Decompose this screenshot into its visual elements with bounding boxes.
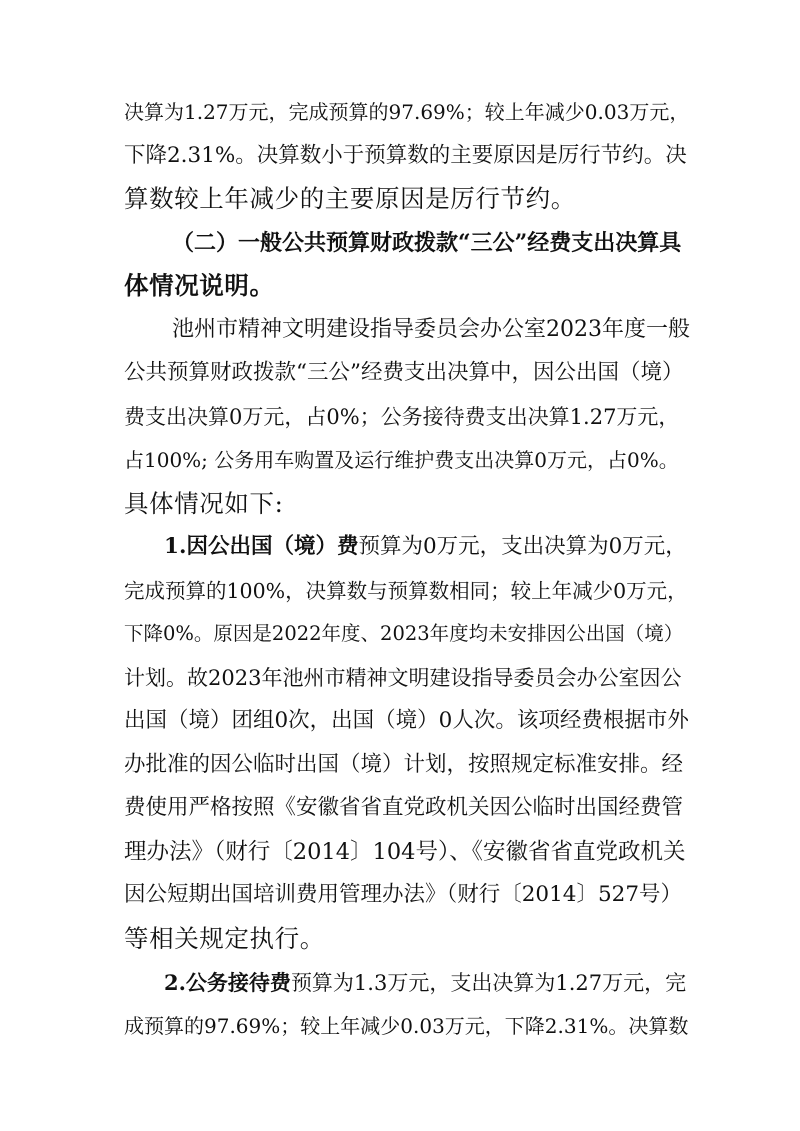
item-1-line-9: 因公短期出国培训费用管理办法》（财行〔2014〕527号） (124, 882, 683, 907)
paragraph-2-line-2: 公共预算财政拨款“三公”经费支出决算中，因公出国（境） (124, 360, 684, 385)
item-1-line-1 (164, 531, 687, 563)
paragraph-2-line-3: 费支出决算0万元，占0%；公务接待费支出决算1.27万元， (124, 405, 680, 429)
paragraph-1-line-2: 下降2.31%。决算数小于预算数的主要原因是厉行节约。决 (124, 143, 687, 168)
item-2-first-line-text: 预算为1.3万元，支出决算为1.27万元，完 (290, 971, 687, 995)
section-heading-line-1: （二）一般公共预算财政拨款“三公”经费支出决算具 (172, 230, 682, 256)
item-1-line-10: 等相关规定执行。 (124, 924, 325, 953)
item-1-line-5: 出国（境）团组0次，出国（境）0人次。该项经费根据市外 (124, 708, 689, 733)
item-1-line-4: 计划。故2023年池州市精神文明建设指导委员会办公室因公 (124, 666, 682, 690)
item-1-first-line-text: 预算为0万元，支出决算为0万元， (358, 534, 687, 559)
section-heading-line-2: 体情况说明。 (124, 271, 275, 300)
item-1-label: 1.因公出国（境）费 (164, 534, 359, 559)
item-1-line-8: 理办法》（财行〔2014〕104号）、《安徽省省直党政机关 (124, 839, 686, 865)
item-2-label: 2.公务接待费 (164, 970, 291, 995)
item-1-line-3: 下降0%。原因是2022年度、2023年度均未安排因公出国（境） (124, 622, 684, 645)
item-1-line-6: 办批准的因公临时出国（境）计划，按照规定标准安排。经 (124, 752, 684, 777)
paragraph-1-line-3: 算数较上年减少的主要原因是厉行节约。 (124, 184, 576, 213)
item-1-line-7: 费使用严格按照《安徽省省直党政机关因公临时出国经费管 (124, 795, 684, 820)
item-2-line-1 (164, 967, 686, 999)
paragraph-2-line-1: 池州市精神文明建设指导委员会办公室2023年度一般 (172, 317, 690, 342)
item-1-line-2: 完成预算的100%，决算数与预算数相同；较上年减少0万元， (124, 579, 688, 603)
paragraph-2-line-4: 占100%; 公务用车购置及运行维护费支出决算0万元，占0%。 (124, 448, 679, 472)
paragraph-1-line-1: 决算为1.27万元，完成预算的97.69%；较上年减少0.03万元， (124, 100, 690, 124)
item-2-line-2: 成预算的97.69%；较上年减少0.03万元，下降2.31%。决算数 (124, 1014, 689, 1038)
paragraph-2-line-5: 具体情况如下: (124, 489, 284, 518)
